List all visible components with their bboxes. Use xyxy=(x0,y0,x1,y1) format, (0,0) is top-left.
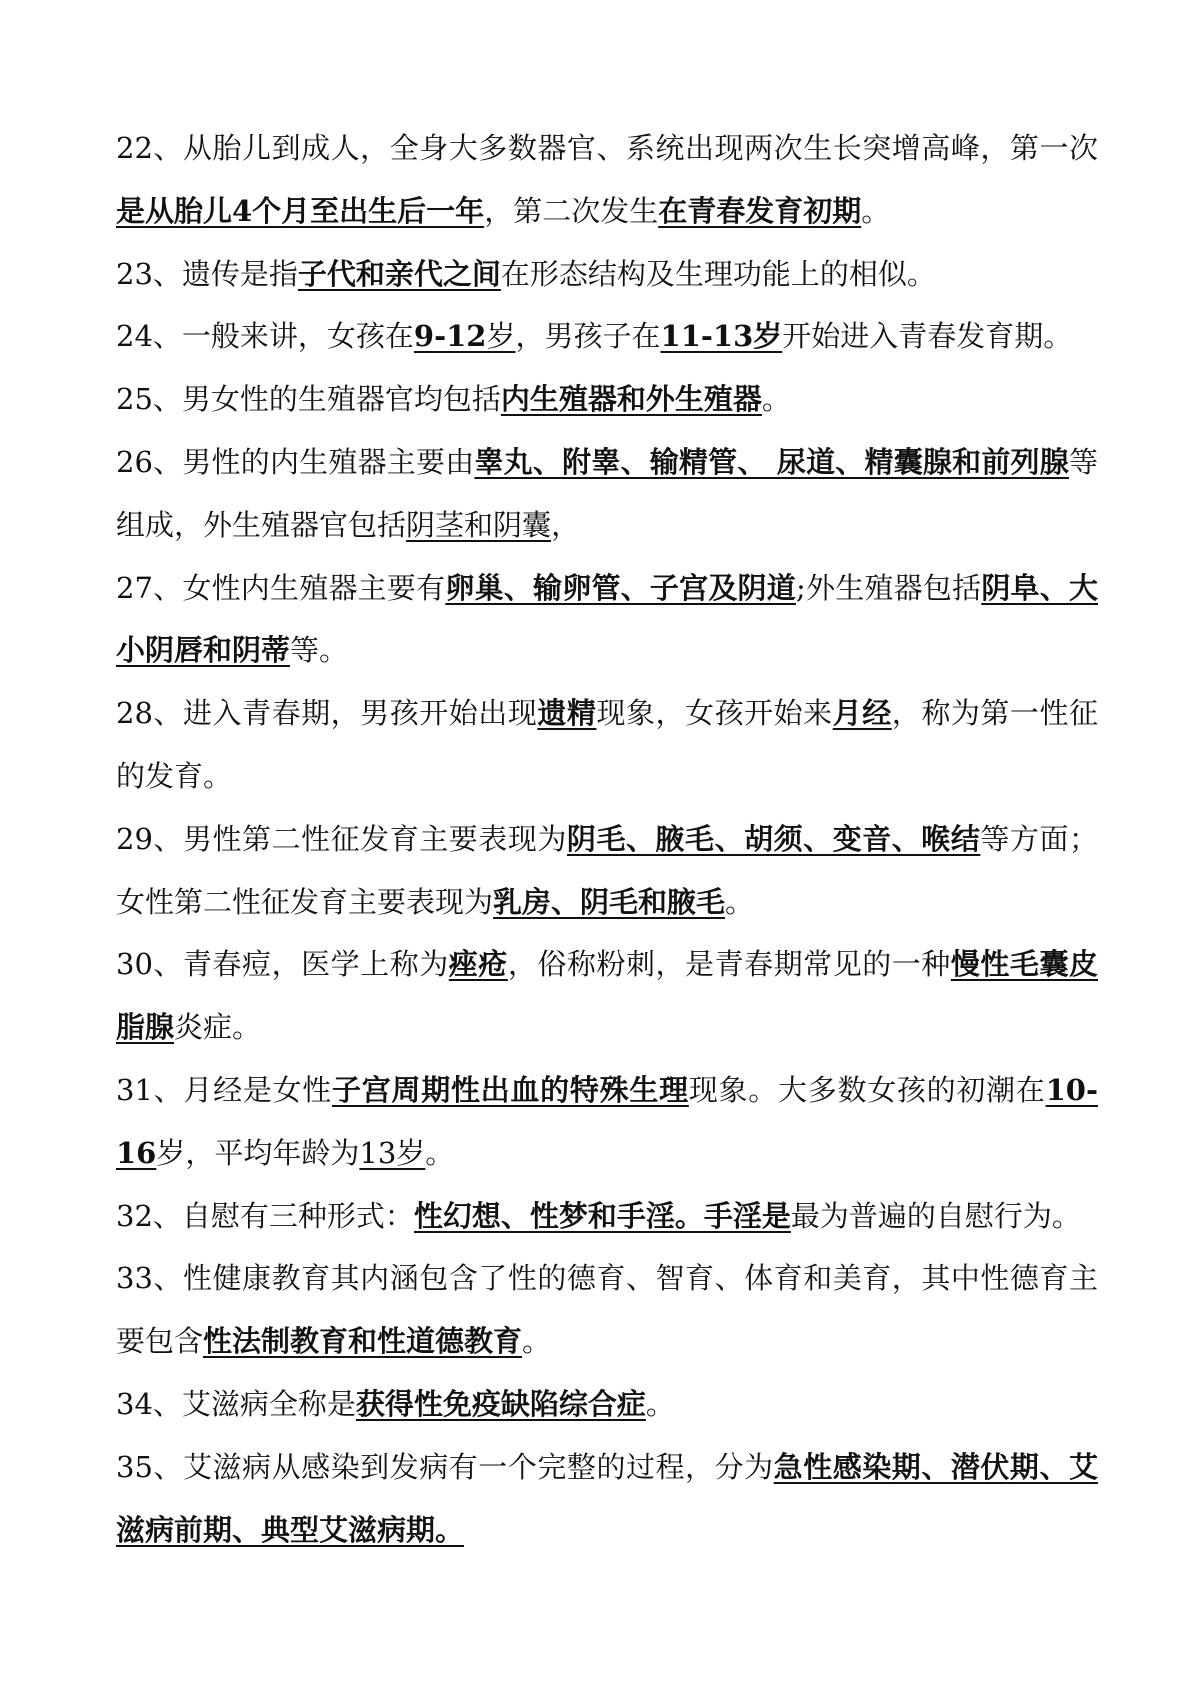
item-text: 。 xyxy=(725,884,755,919)
item-22 xyxy=(116,117,1098,243)
answer-blank: 阴毛、腋毛、胡须、变音、喉结 xyxy=(566,821,981,856)
item-text: 35、艾滋病从感染到发病有一个完整的过程，分为 xyxy=(116,1449,774,1484)
item-text: ，俗称粉刺，是青春期常见的一种 xyxy=(507,947,951,982)
answer-blank: 阴阜、大小阴唇和阴蒂 xyxy=(116,570,1098,668)
answer-blank: 性法制教育和性道德教育 xyxy=(203,1324,523,1359)
item-text: 。 xyxy=(522,1324,552,1359)
item-text: 等。 xyxy=(290,633,349,668)
item-33 xyxy=(116,1247,1098,1373)
item-28 xyxy=(116,682,1098,808)
answer-blank: 慢性毛囊皮脂腺 xyxy=(116,947,1098,1045)
item-text: 在形态结构及生理功能上的相似。 xyxy=(500,256,936,291)
answer-blank: 月经 xyxy=(832,696,892,731)
item-text: 29、男性第二性征发育主要表现为 xyxy=(116,821,567,856)
item-34 xyxy=(116,1373,1098,1436)
item-text: ，第二次发生 xyxy=(484,193,659,228)
item-text: 等方面；女性第二性征发育主要表现为 xyxy=(116,821,1098,919)
answer-blank: 急性感染期、潜伏期、艾滋病前期、典型艾滋病期。 xyxy=(116,1449,1098,1547)
item-text: 23、遗传是指 xyxy=(116,256,298,291)
item-text: ，称为第一性征的发育。 xyxy=(116,696,1098,793)
answer-blank: 11-13岁 xyxy=(660,319,783,354)
item-text: 炎症。 xyxy=(174,1010,262,1045)
answer-blank: 阴茎和阴囊 xyxy=(406,507,552,542)
item-text: 27、女性内生殖器主要有 xyxy=(116,570,446,605)
answer-blank: 遗精 xyxy=(537,696,597,731)
item-25 xyxy=(116,368,1098,431)
item-text: 34、艾滋病全称是 xyxy=(116,1386,356,1421)
item-24 xyxy=(116,305,1098,368)
item-text: ，男孩子在 xyxy=(515,319,661,354)
item-text: 最为普遍的自慰行为。 xyxy=(790,1198,1081,1233)
item-text: 22、从胎儿到成人，全身大多数器官、系统出现两次生长突增高峰，第一次 xyxy=(116,131,1098,165)
answer-blank: 在青春发育初期 xyxy=(658,193,862,228)
item-text: 31、月经是女性 xyxy=(116,1072,333,1107)
item-29 xyxy=(116,808,1098,934)
item-text: 28、进入青春期，男孩开始出现 xyxy=(116,696,538,731)
answer-blank: 岁 xyxy=(486,319,516,354)
item-text: 26、男性的内生殖器主要由 xyxy=(116,444,475,479)
item-35 xyxy=(116,1436,1098,1562)
item-text: 33、性健康教育其内涵包含了性的德育、智育、体育和美育，其中性德育主要包含 xyxy=(116,1261,1098,1359)
item-text: 。 xyxy=(645,1386,675,1421)
item-text: 32、自慰有三种形式： xyxy=(116,1198,414,1233)
item-text: 现象。大多数女孩的初潮在 xyxy=(688,1072,1046,1107)
item-text: 24、一般来讲，女孩在 xyxy=(116,319,414,354)
item-text: 。 xyxy=(761,382,791,417)
item-23 xyxy=(116,243,1098,306)
answer-blank: 性幻想、性梦和手淫。手淫是 xyxy=(413,1198,791,1233)
answer-blank: 内生殖器和外生殖器 xyxy=(500,382,762,417)
answer-blank: 卵巢、输卵管、子宫及阴道 xyxy=(445,570,796,605)
item-text: 等组成，外生殖器官包括 xyxy=(116,444,1098,542)
answer-blank: 是从胎儿4个月至出生后一年 xyxy=(116,193,485,228)
answer-blank: 9-12 xyxy=(413,319,487,354)
item-32 xyxy=(116,1185,1098,1248)
item-text: 现象，女孩开始来 xyxy=(596,696,833,731)
answer-blank: 乳房、阴毛和腋毛 xyxy=(493,884,726,919)
item-text: ， xyxy=(551,507,581,542)
document-page xyxy=(116,117,1098,1561)
answer-blank: 子代和亲代之间 xyxy=(297,256,501,291)
answer-blank: 13岁 xyxy=(359,1135,426,1170)
item-text: 。 xyxy=(425,1135,455,1170)
item-text: 。 xyxy=(861,193,891,228)
item-text: ，平均年龄为 xyxy=(185,1135,360,1170)
answer-blank: 10-16 xyxy=(116,1072,1098,1170)
item-text: 25、男女性的生殖器官均包括 xyxy=(116,382,501,417)
answer-blank: 睾丸、附睾、输精管、 尿道、精囊腺和前列腺 xyxy=(474,444,1069,479)
item-text: ;外生殖器包括 xyxy=(796,570,982,605)
answer-blank: 子宫周期性出血的特殊生理 xyxy=(332,1072,689,1107)
item-31 xyxy=(116,1059,1098,1185)
item-text: 岁 xyxy=(156,1135,186,1170)
item-27 xyxy=(116,557,1098,683)
answer-blank: 获得性免疫缺陷综合症 xyxy=(355,1386,646,1421)
item-text: 开始进入青春发育期。 xyxy=(782,319,1073,354)
item-text: 30、青春痘，医学上称为 xyxy=(116,947,449,982)
answer-blank: 痤疮 xyxy=(448,947,508,982)
item-30 xyxy=(116,933,1098,1059)
item-26 xyxy=(116,431,1098,557)
